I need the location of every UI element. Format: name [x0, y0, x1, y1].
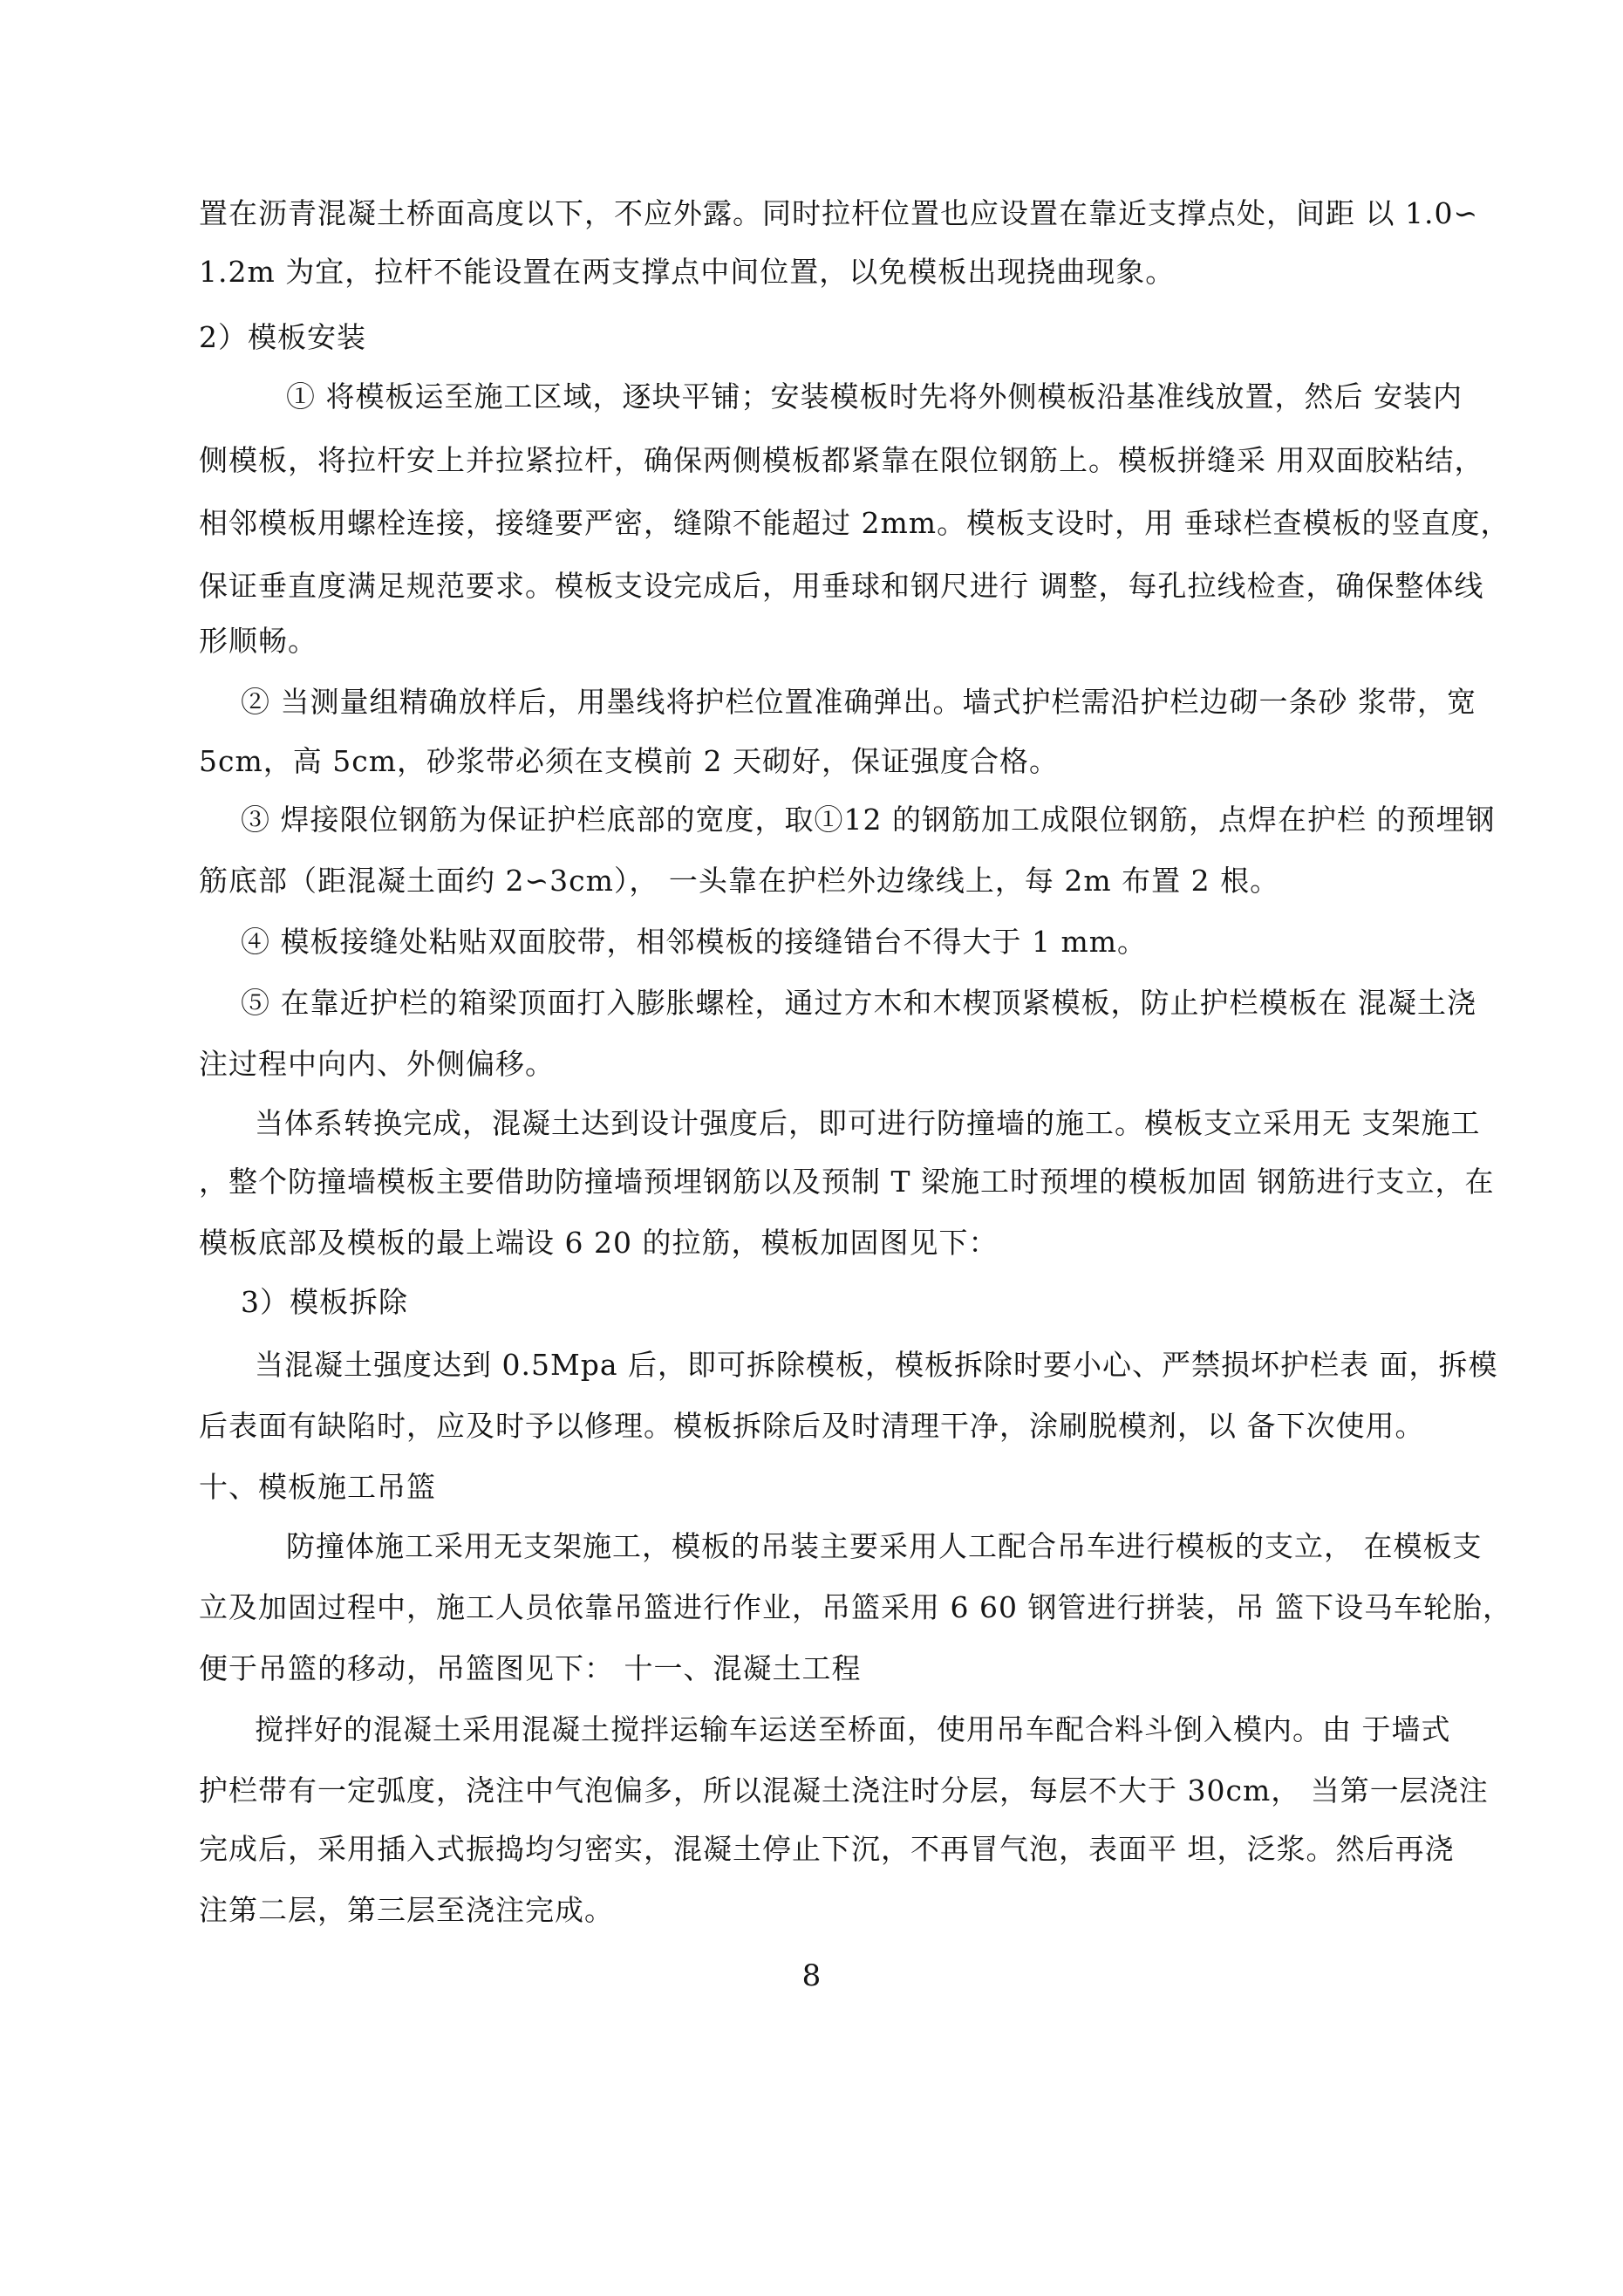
text-line: 当混凝土强度达到 0.5Mpa 后，即可拆除模板，模板拆除时要小心、严禁损坏护栏表 面，拆模 [255, 1348, 1498, 1382]
text-line: 搅拌好的混凝土采用混凝土搅拌运输车运送至桥面，使用吊车配合料斗倒入模内。由 于墙式 [255, 1712, 1451, 1746]
text-line: 5cm，高 5cm，砂浆带必须在支模前 2 天砌好，保证强度合格。 [199, 744, 1060, 778]
text-line: 侧模板，将拉杆安上并拉紧拉杆，确保两侧模板都紧靠在限位钢筋上。模板拼缝采 用双面胶粘结， [199, 443, 1484, 477]
text-line: 1.2m 为宜，拉杆不能设置在两支撑点中间位置，以免模板出现挠曲现象。 [199, 255, 1176, 289]
text-line: ③ 焊接限位钢筋为保证护栏底部的宽度，取①12 的钢筋加工成限位钢筋，点焊在护栏 的预埋钢 [241, 803, 1496, 837]
section-heading: 3）模板拆除 [241, 1285, 408, 1319]
text-line: 保证垂直度满足规范要求。模板支设完成后，用垂球和钢尺进行 调整，每孔拉线检查，确保整体线 [199, 569, 1484, 603]
text-line: 置在沥青混凝土桥面高度以下，不应外露。同时拉杆位置也应设置在靠近支撑点处，间距 以 1.0∽ [199, 196, 1479, 230]
text-line: 完成后，采用插入式振捣均匀密实，混凝土停止下沉，不再冒气泡，表面平 坦，泛浆。然后再浇 [199, 1832, 1455, 1866]
text-line: 筋底部（距混凝土面约 2∽3cm）， 一头靠在护栏外边缘线上，每 2m 布置 2 根。 [199, 864, 1280, 898]
text-line: ④ 模板接缝处粘贴双面胶带，相邻模板的接缝错台不得大于 1 mm。 [241, 925, 1148, 959]
text-line: ② 当测量组精确放样后，用墨线将护栏位置准确弹出。墙式护栏需沿护栏边砌一条砂 浆带，宽 [241, 685, 1476, 719]
text-line: 注第二层，第三层至浇注完成。 [199, 1893, 614, 1927]
section-heading: 十、模板施工吊篮 [199, 1470, 436, 1504]
section-heading: 2）模板安装 [199, 320, 366, 354]
text-line: ，整个防撞墙模板主要借助防撞墙预埋钢筋以及预制 T 梁施工时预埋的模板加固 钢筋进行支立，在 [199, 1165, 1495, 1199]
text-line: 相邻模板用螺栓连接，接缝要严密，缝隙不能超过 2mm。模板支设时，用 垂球栏查模板的竖直度， [199, 506, 1510, 540]
text-line: 模板底部及模板的最上端设 6 20 的拉筋，模板加固图见下： [199, 1226, 999, 1260]
text-line: 注过程中向内、外侧偏移。 [199, 1047, 555, 1081]
text-line: ① 将模板运至施工区域，逐块平铺；安装模板时先将外侧模板沿基准线放置，然后 安装内 [286, 379, 1463, 413]
text-line: 形顺畅。 [199, 624, 317, 658]
text-line: 护栏带有一定弧度，浇注中气泡偏多，所以混凝土浇注时分层，每层不大于 30cm， 当第一层浇注 [199, 1773, 1489, 1807]
text-line: 便于吊篮的移动，吊篮图见下： 十一、混凝土工程 [199, 1651, 862, 1685]
text-line: 立及加固过程中，施工人员依靠吊篮进行作业，吊篮采用 6 60 钢管进行拼装，吊 篮下设马车轮胎， [199, 1590, 1512, 1624]
text-line: 防撞体施工采用无支架施工，模板的吊装主要采用人工配合吊车进行模板的支立， 在模板支 [286, 1529, 1483, 1563]
text-line: 当体系转换完成，混凝土达到设计强度后，即可进行防撞墙的施工。模板支立采用无 支架施工 [255, 1106, 1481, 1140]
text-line: 后表面有缺陷时，应及时予以修理。模板拆除后及时清理干净，涂刷脱模剂，以 备下次使用。 [199, 1409, 1425, 1443]
page-number: 8 [801, 1958, 822, 1993]
text-line: ⑤ 在靠近护栏的箱梁顶面打入膨胀螺栓，通过方木和木楔顶紧模板，防止护栏模板在 混凝土浇 [241, 986, 1476, 1020]
